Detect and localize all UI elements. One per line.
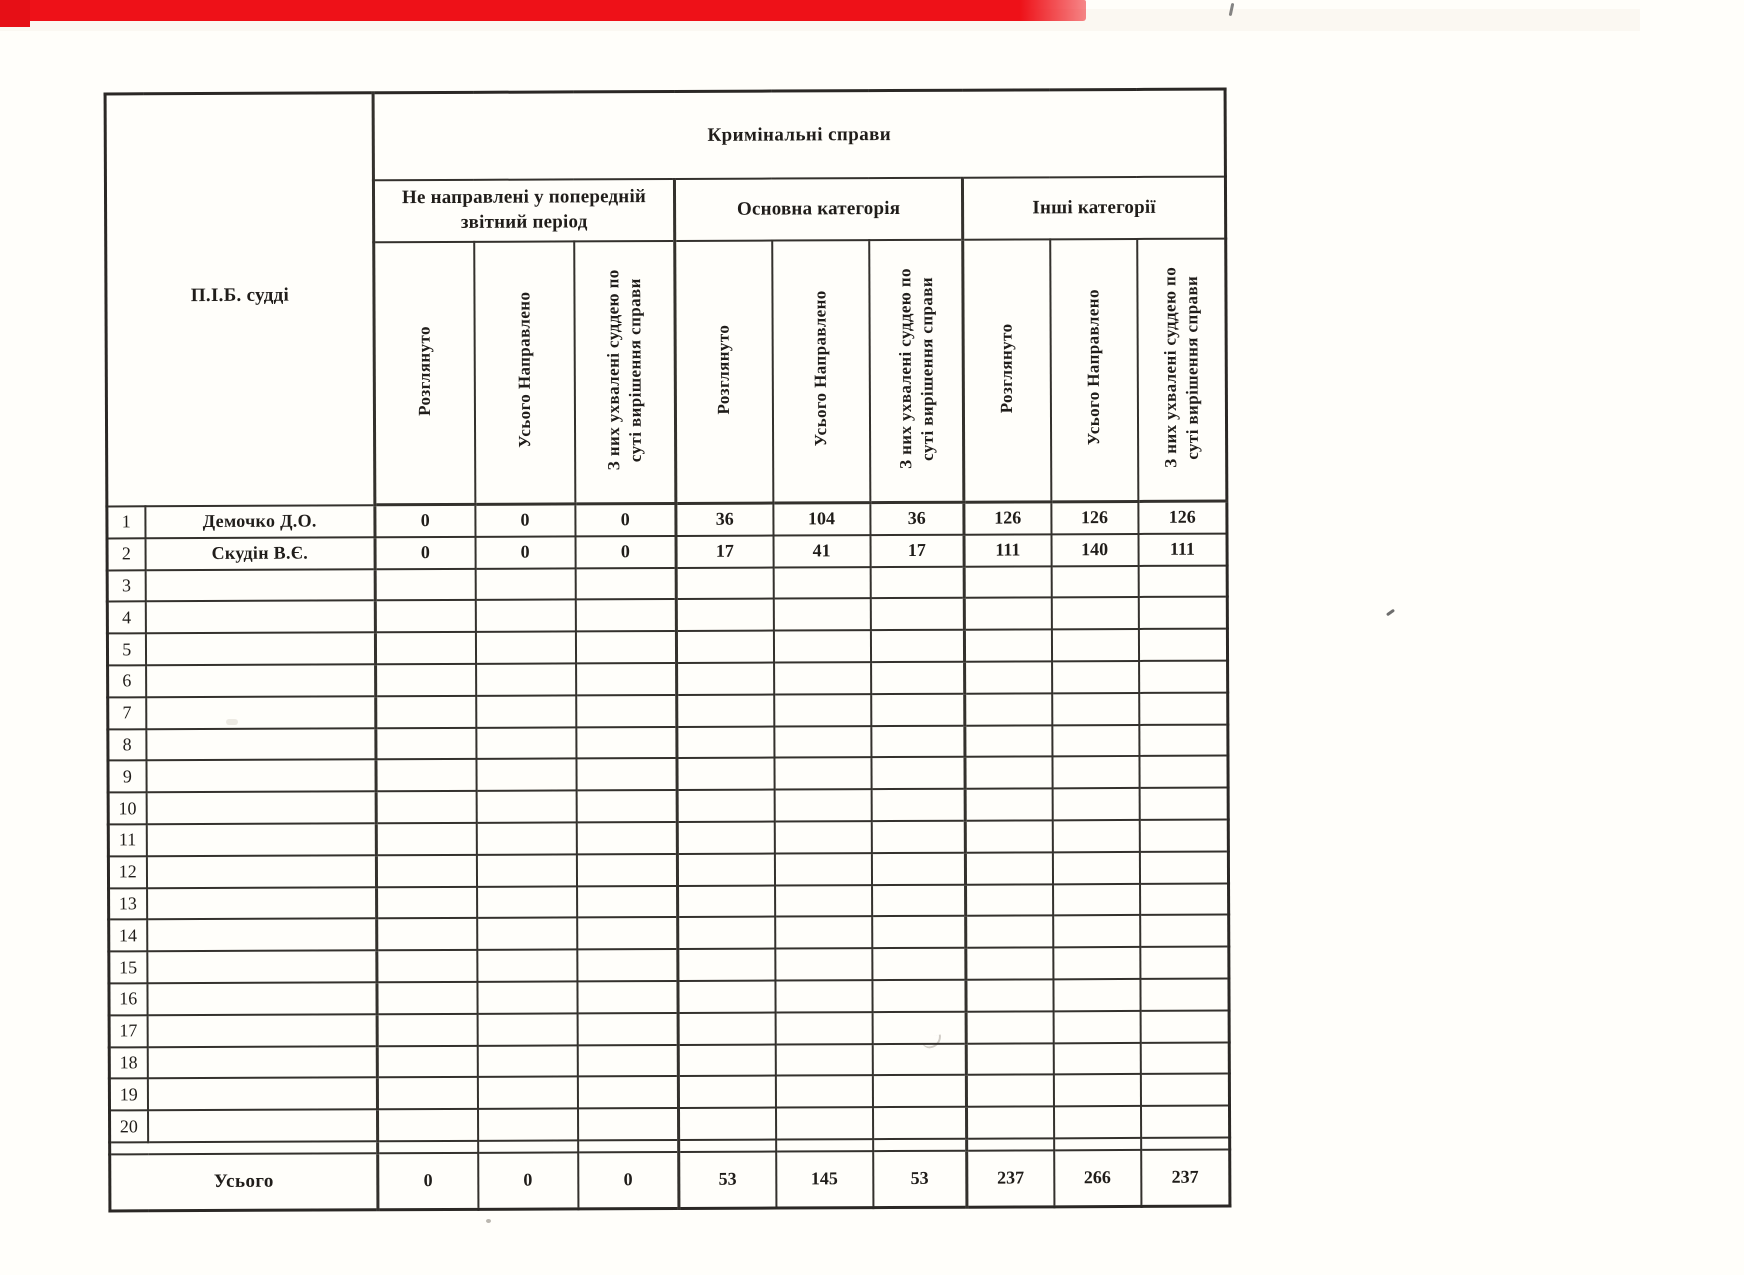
value-cell	[870, 598, 964, 630]
value-cell	[677, 663, 774, 695]
value-cell	[576, 727, 677, 759]
value-cell	[377, 1077, 477, 1109]
value-cell	[1053, 1074, 1140, 1106]
table-row	[108, 820, 1228, 857]
value-cell	[677, 694, 774, 726]
column-header-total-sent-label: Усього Направлено	[1083, 289, 1104, 446]
value-cell	[1139, 788, 1228, 820]
value-cell	[965, 693, 1052, 725]
value-cell	[676, 631, 773, 663]
value-cell	[377, 982, 477, 1014]
table-header	[105, 89, 1227, 506]
value-cell	[872, 884, 966, 916]
row-number: 10	[108, 792, 146, 824]
spacer-cell	[967, 1138, 1054, 1150]
value-cell	[478, 1109, 578, 1141]
value-cell	[965, 852, 1052, 884]
value-cell	[1138, 629, 1227, 661]
table-row	[109, 915, 1229, 952]
row-number: 3	[107, 570, 145, 602]
value-cell	[677, 726, 774, 758]
value-cell	[475, 600, 575, 632]
value-cell	[871, 852, 965, 884]
spacer-cell	[679, 1139, 776, 1151]
row-number: 13	[109, 888, 147, 920]
value-cell	[872, 1075, 966, 1107]
column-header-reviewed	[963, 239, 1051, 502]
table-row	[107, 597, 1227, 634]
group-header-not-sent-previous-period: Не направлені у попередній звітний період	[373, 179, 674, 242]
judge-name-cell	[147, 887, 377, 920]
table-row	[107, 565, 1227, 602]
value-cell	[677, 853, 774, 885]
row-number: 18	[109, 1047, 147, 1079]
column-header-decided-on-merits	[1137, 239, 1227, 502]
value-cell	[965, 725, 1052, 757]
value-cell	[576, 854, 677, 886]
table-row	[109, 979, 1229, 1016]
value-cell	[966, 884, 1053, 916]
total-value: 237	[967, 1150, 1054, 1207]
value-cell	[872, 980, 966, 1012]
table-row	[108, 724, 1228, 761]
value-cell	[1053, 979, 1140, 1011]
judge-name-cell	[145, 601, 375, 634]
value-cell	[775, 948, 872, 980]
value-cell	[1139, 756, 1228, 788]
total-value: 53	[679, 1151, 776, 1208]
group-header-main-category: Основна категорія	[674, 178, 962, 241]
column-header-reviewed-label: Розглянуто	[414, 325, 434, 416]
table-row	[108, 756, 1228, 793]
value-cell	[377, 950, 477, 982]
value-cell	[774, 789, 871, 821]
value-cell	[376, 696, 476, 728]
value-cell	[774, 694, 871, 726]
value-cell	[966, 979, 1053, 1011]
value-cell: 41	[773, 535, 870, 567]
value-cell	[476, 695, 576, 727]
table-row	[108, 692, 1228, 729]
row-number: 16	[109, 983, 147, 1015]
row-number: 12	[108, 856, 146, 888]
row-number: 2	[107, 538, 145, 570]
value-cell: 0	[575, 536, 676, 568]
value-cell	[872, 1011, 966, 1043]
value-cell	[575, 568, 676, 600]
value-cell	[475, 568, 575, 600]
value-cell	[376, 855, 476, 887]
value-cell	[475, 632, 575, 664]
spacer-cell	[776, 1139, 873, 1151]
totals-row	[110, 1149, 1230, 1210]
value-cell	[376, 823, 476, 855]
value-cell	[1138, 565, 1227, 597]
value-cell	[1139, 820, 1228, 852]
row-number: 4	[107, 602, 145, 634]
table-row	[109, 1042, 1229, 1079]
value-cell	[1139, 724, 1228, 756]
value-cell	[678, 980, 775, 1012]
value-cell	[966, 916, 1053, 948]
value-cell	[966, 1043, 1053, 1075]
value-cell	[775, 1012, 872, 1044]
judge-name-cell	[146, 728, 376, 761]
value-cell	[966, 1011, 1053, 1043]
value-cell: 36	[676, 503, 773, 536]
table-row	[108, 788, 1228, 825]
value-cell	[477, 950, 577, 982]
column-header-total-sent	[772, 240, 870, 503]
value-cell	[774, 662, 871, 694]
value-cell	[476, 759, 576, 791]
table-body	[107, 501, 1230, 1142]
value-cell	[1051, 597, 1138, 629]
judge-name-cell	[146, 664, 376, 697]
value-cell	[964, 566, 1051, 598]
judge-name-cell	[146, 696, 376, 729]
value-cell	[966, 947, 1053, 979]
row-number: 15	[109, 951, 147, 983]
value-cell	[376, 727, 476, 759]
value-cell	[376, 759, 476, 791]
spacer-cell	[478, 1140, 578, 1152]
judge-name-column-header	[105, 93, 375, 506]
value-cell	[376, 791, 476, 823]
value-cell	[577, 886, 678, 918]
value-cell	[377, 918, 477, 950]
value-cell	[1140, 1010, 1229, 1042]
row-number: 1	[107, 506, 145, 538]
value-cell	[1140, 979, 1229, 1011]
value-cell	[477, 1013, 577, 1045]
judge-name-cell	[146, 760, 376, 793]
table-row	[107, 629, 1227, 666]
value-cell: 0	[375, 504, 475, 537]
value-cell	[775, 980, 872, 1012]
total-value: 237	[1141, 1149, 1230, 1206]
value-cell	[774, 853, 871, 885]
value-cell	[378, 1109, 478, 1141]
scan-artifact-red-corner	[0, 0, 30, 27]
value-cell: 111	[964, 534, 1051, 566]
value-cell	[375, 600, 475, 632]
value-cell	[677, 790, 774, 822]
value-cell	[477, 1077, 577, 1109]
value-cell	[676, 567, 773, 599]
value-cell: 0	[375, 537, 475, 569]
row-number: 8	[108, 729, 146, 761]
value-cell	[775, 885, 872, 917]
scan-artifact-mark	[486, 1219, 491, 1223]
totals-label: Усього	[110, 1153, 378, 1211]
value-cell	[1052, 725, 1139, 757]
column-header-reviewed-label: Розглянуто	[996, 323, 1017, 413]
total-value: 266	[1054, 1150, 1141, 1207]
value-cell	[964, 630, 1051, 662]
value-cell	[1140, 947, 1229, 979]
value-cell	[576, 822, 677, 854]
group-header-other-categories: Інші категорії	[962, 177, 1225, 240]
spacer-cell	[378, 1141, 478, 1153]
value-cell: 126	[964, 502, 1051, 535]
value-cell	[871, 693, 965, 725]
value-cell	[678, 1044, 775, 1076]
value-cell	[1139, 851, 1228, 883]
column-header-decided-on-merits-label: З них ухвалені суддею по суті вирішення справи	[603, 269, 645, 471]
value-cell	[1053, 947, 1140, 979]
value-cell: 126	[1138, 501, 1227, 534]
value-cell	[872, 948, 966, 980]
value-cell	[476, 791, 576, 823]
value-cell	[677, 822, 774, 854]
value-cell	[476, 854, 576, 886]
judge-name-cell: Скудін В.Є.	[145, 537, 375, 570]
value-cell	[1139, 692, 1228, 724]
value-cell	[575, 631, 676, 663]
value-cell	[872, 1043, 966, 1075]
value-cell: 0	[475, 504, 575, 537]
value-cell: 17	[870, 535, 964, 567]
column-header-total-sent-label: Усього Направлено	[514, 292, 534, 449]
value-cell	[377, 1014, 477, 1046]
table-row	[109, 883, 1229, 920]
table-row	[108, 661, 1228, 698]
column-header-decided-on-merits	[574, 241, 676, 504]
value-cell	[1052, 693, 1139, 725]
value-cell	[1051, 566, 1138, 598]
value-cell	[1054, 1106, 1141, 1138]
judge-name-cell	[146, 791, 376, 824]
total-value: 0	[578, 1152, 679, 1209]
value-cell	[871, 725, 965, 757]
judge-name-cell	[147, 1014, 377, 1047]
value-cell	[776, 1107, 873, 1139]
value-cell	[678, 949, 775, 981]
value-cell	[676, 599, 773, 631]
value-cell	[1052, 756, 1139, 788]
table-container	[104, 88, 1232, 1213]
table-row	[109, 1074, 1229, 1111]
judge-name-cell	[145, 569, 375, 602]
value-cell	[678, 1076, 775, 1108]
value-cell	[577, 1013, 678, 1045]
header-row-title	[105, 89, 1225, 181]
value-cell	[871, 757, 965, 789]
table-row	[107, 501, 1227, 538]
row-number: 11	[108, 824, 146, 856]
value-cell	[477, 981, 577, 1013]
column-header-decided-on-merits-label: З них ухвалені суддею по суті вирішення справи	[894, 267, 937, 469]
column-header-total-sent	[474, 241, 575, 504]
value-cell	[870, 630, 964, 662]
judge-name-cell: Демочко Д.О.	[145, 505, 375, 538]
row-number: 9	[108, 761, 146, 793]
value-cell	[1051, 629, 1138, 661]
value-cell	[377, 1045, 477, 1077]
table-footer	[110, 1149, 1230, 1210]
value-cell	[678, 1012, 775, 1044]
table-row	[109, 947, 1229, 984]
row-number: 7	[108, 697, 146, 729]
value-cell	[873, 1107, 967, 1139]
column-header-reviewed	[675, 241, 773, 504]
table-row	[110, 1106, 1230, 1143]
table-row	[109, 1010, 1229, 1047]
value-cell	[773, 599, 870, 631]
total-value: 0	[478, 1152, 578, 1209]
value-cell	[476, 663, 576, 695]
value-cell: 126	[1051, 501, 1138, 534]
judge-name-cell	[147, 950, 377, 983]
value-cell	[871, 662, 965, 694]
value-cell	[871, 789, 965, 821]
value-cell	[576, 663, 677, 695]
row-number: 14	[109, 920, 147, 952]
row-number: 19	[109, 1079, 147, 1111]
column-header-reviewed-label: Розглянуто	[713, 324, 734, 415]
table-row	[107, 533, 1227, 570]
value-cell	[775, 1044, 872, 1076]
value-cell	[1140, 1074, 1229, 1106]
column-header-total-sent-label: Усього Направлено	[810, 290, 831, 447]
value-cell: 0	[475, 536, 575, 568]
value-cell	[871, 821, 965, 853]
value-cell	[1053, 1042, 1140, 1074]
value-cell	[1139, 661, 1228, 693]
value-cell	[477, 1045, 577, 1077]
judge-name-cell	[147, 919, 377, 952]
value-cell	[679, 1108, 776, 1140]
value-cell	[577, 917, 678, 949]
judge-name-cell	[147, 1078, 377, 1111]
value-cell	[577, 949, 678, 981]
value-cell: 111	[1138, 533, 1227, 565]
value-cell: 36	[870, 502, 964, 535]
value-cell	[575, 599, 676, 631]
spacer-cell	[873, 1139, 967, 1151]
value-cell	[577, 981, 678, 1013]
value-cell	[870, 566, 964, 598]
value-cell: 104	[773, 503, 870, 536]
value-cell	[774, 821, 871, 853]
scan-artifact-red-band	[0, 0, 1086, 21]
value-cell	[377, 886, 477, 918]
value-cell	[477, 918, 577, 950]
judge-name-cell	[145, 632, 375, 665]
value-cell	[775, 1075, 872, 1107]
row-number: 5	[107, 633, 145, 665]
value-cell	[375, 568, 475, 600]
judge-name-cell	[147, 982, 377, 1015]
value-cell	[775, 916, 872, 948]
row-number: 17	[109, 1015, 147, 1047]
value-cell	[1140, 1042, 1229, 1074]
total-value: 145	[776, 1151, 873, 1208]
judge-name-cell	[147, 1046, 377, 1079]
column-header-reviewed	[374, 242, 475, 505]
judge-name-cell	[146, 823, 376, 856]
value-cell	[966, 1075, 1053, 1107]
value-cell	[1053, 1011, 1140, 1043]
value-cell	[965, 757, 1052, 789]
value-cell	[678, 917, 775, 949]
table-row	[108, 851, 1228, 888]
value-cell	[578, 1108, 679, 1140]
value-cell	[476, 727, 576, 759]
value-cell	[872, 916, 966, 948]
column-header-decided-on-merits	[869, 240, 964, 503]
value-cell	[1052, 788, 1139, 820]
value-cell	[1138, 597, 1227, 629]
column-header-decided-on-merits-label: З них ухвалені суддею по суті вирішення справи	[1160, 266, 1202, 468]
spacer-cell	[1054, 1138, 1141, 1150]
scan-artifact-mark	[1386, 609, 1395, 617]
value-cell	[773, 630, 870, 662]
row-number: 20	[110, 1110, 148, 1142]
value-cell	[576, 758, 677, 790]
value-cell	[678, 885, 775, 917]
value-cell	[375, 632, 475, 664]
total-value: 0	[378, 1153, 478, 1210]
value-cell	[774, 757, 871, 789]
value-cell	[965, 661, 1052, 693]
value-cell	[1052, 661, 1139, 693]
value-cell	[1052, 852, 1139, 884]
column-header-total-sent	[1050, 239, 1138, 502]
value-cell	[677, 758, 774, 790]
value-cell	[965, 788, 1052, 820]
criminal-cases-statistics-table	[104, 88, 1232, 1213]
judge-name-cell	[146, 855, 376, 888]
total-value: 53	[873, 1151, 967, 1208]
value-cell	[1141, 1106, 1230, 1138]
spacer-cell	[578, 1140, 679, 1152]
value-cell	[965, 820, 1052, 852]
value-cell	[576, 790, 677, 822]
value-cell	[577, 1045, 678, 1077]
value-cell	[1053, 915, 1140, 947]
judge-name-cell	[148, 1109, 378, 1142]
value-cell	[576, 695, 677, 727]
value-cell	[774, 726, 871, 758]
value-cell: 17	[676, 535, 773, 567]
value-cell	[477, 886, 577, 918]
judge-name-column-header-label: П.І.Б. судді	[190, 284, 290, 306]
value-cell	[1053, 884, 1140, 916]
value-cell	[967, 1106, 1054, 1138]
value-cell	[476, 822, 576, 854]
row-number: 6	[108, 665, 146, 697]
value-cell	[577, 1076, 678, 1108]
value-cell	[1140, 915, 1229, 947]
table-title: Кримінальні справи	[373, 89, 1225, 180]
value-cell	[1140, 883, 1229, 915]
value-cell	[376, 664, 476, 696]
value-cell: 0	[575, 503, 676, 536]
value-cell: 140	[1051, 534, 1138, 566]
spacer-cell	[1141, 1137, 1230, 1149]
value-cell	[773, 567, 870, 599]
value-cell	[964, 598, 1051, 630]
value-cell	[1052, 820, 1139, 852]
